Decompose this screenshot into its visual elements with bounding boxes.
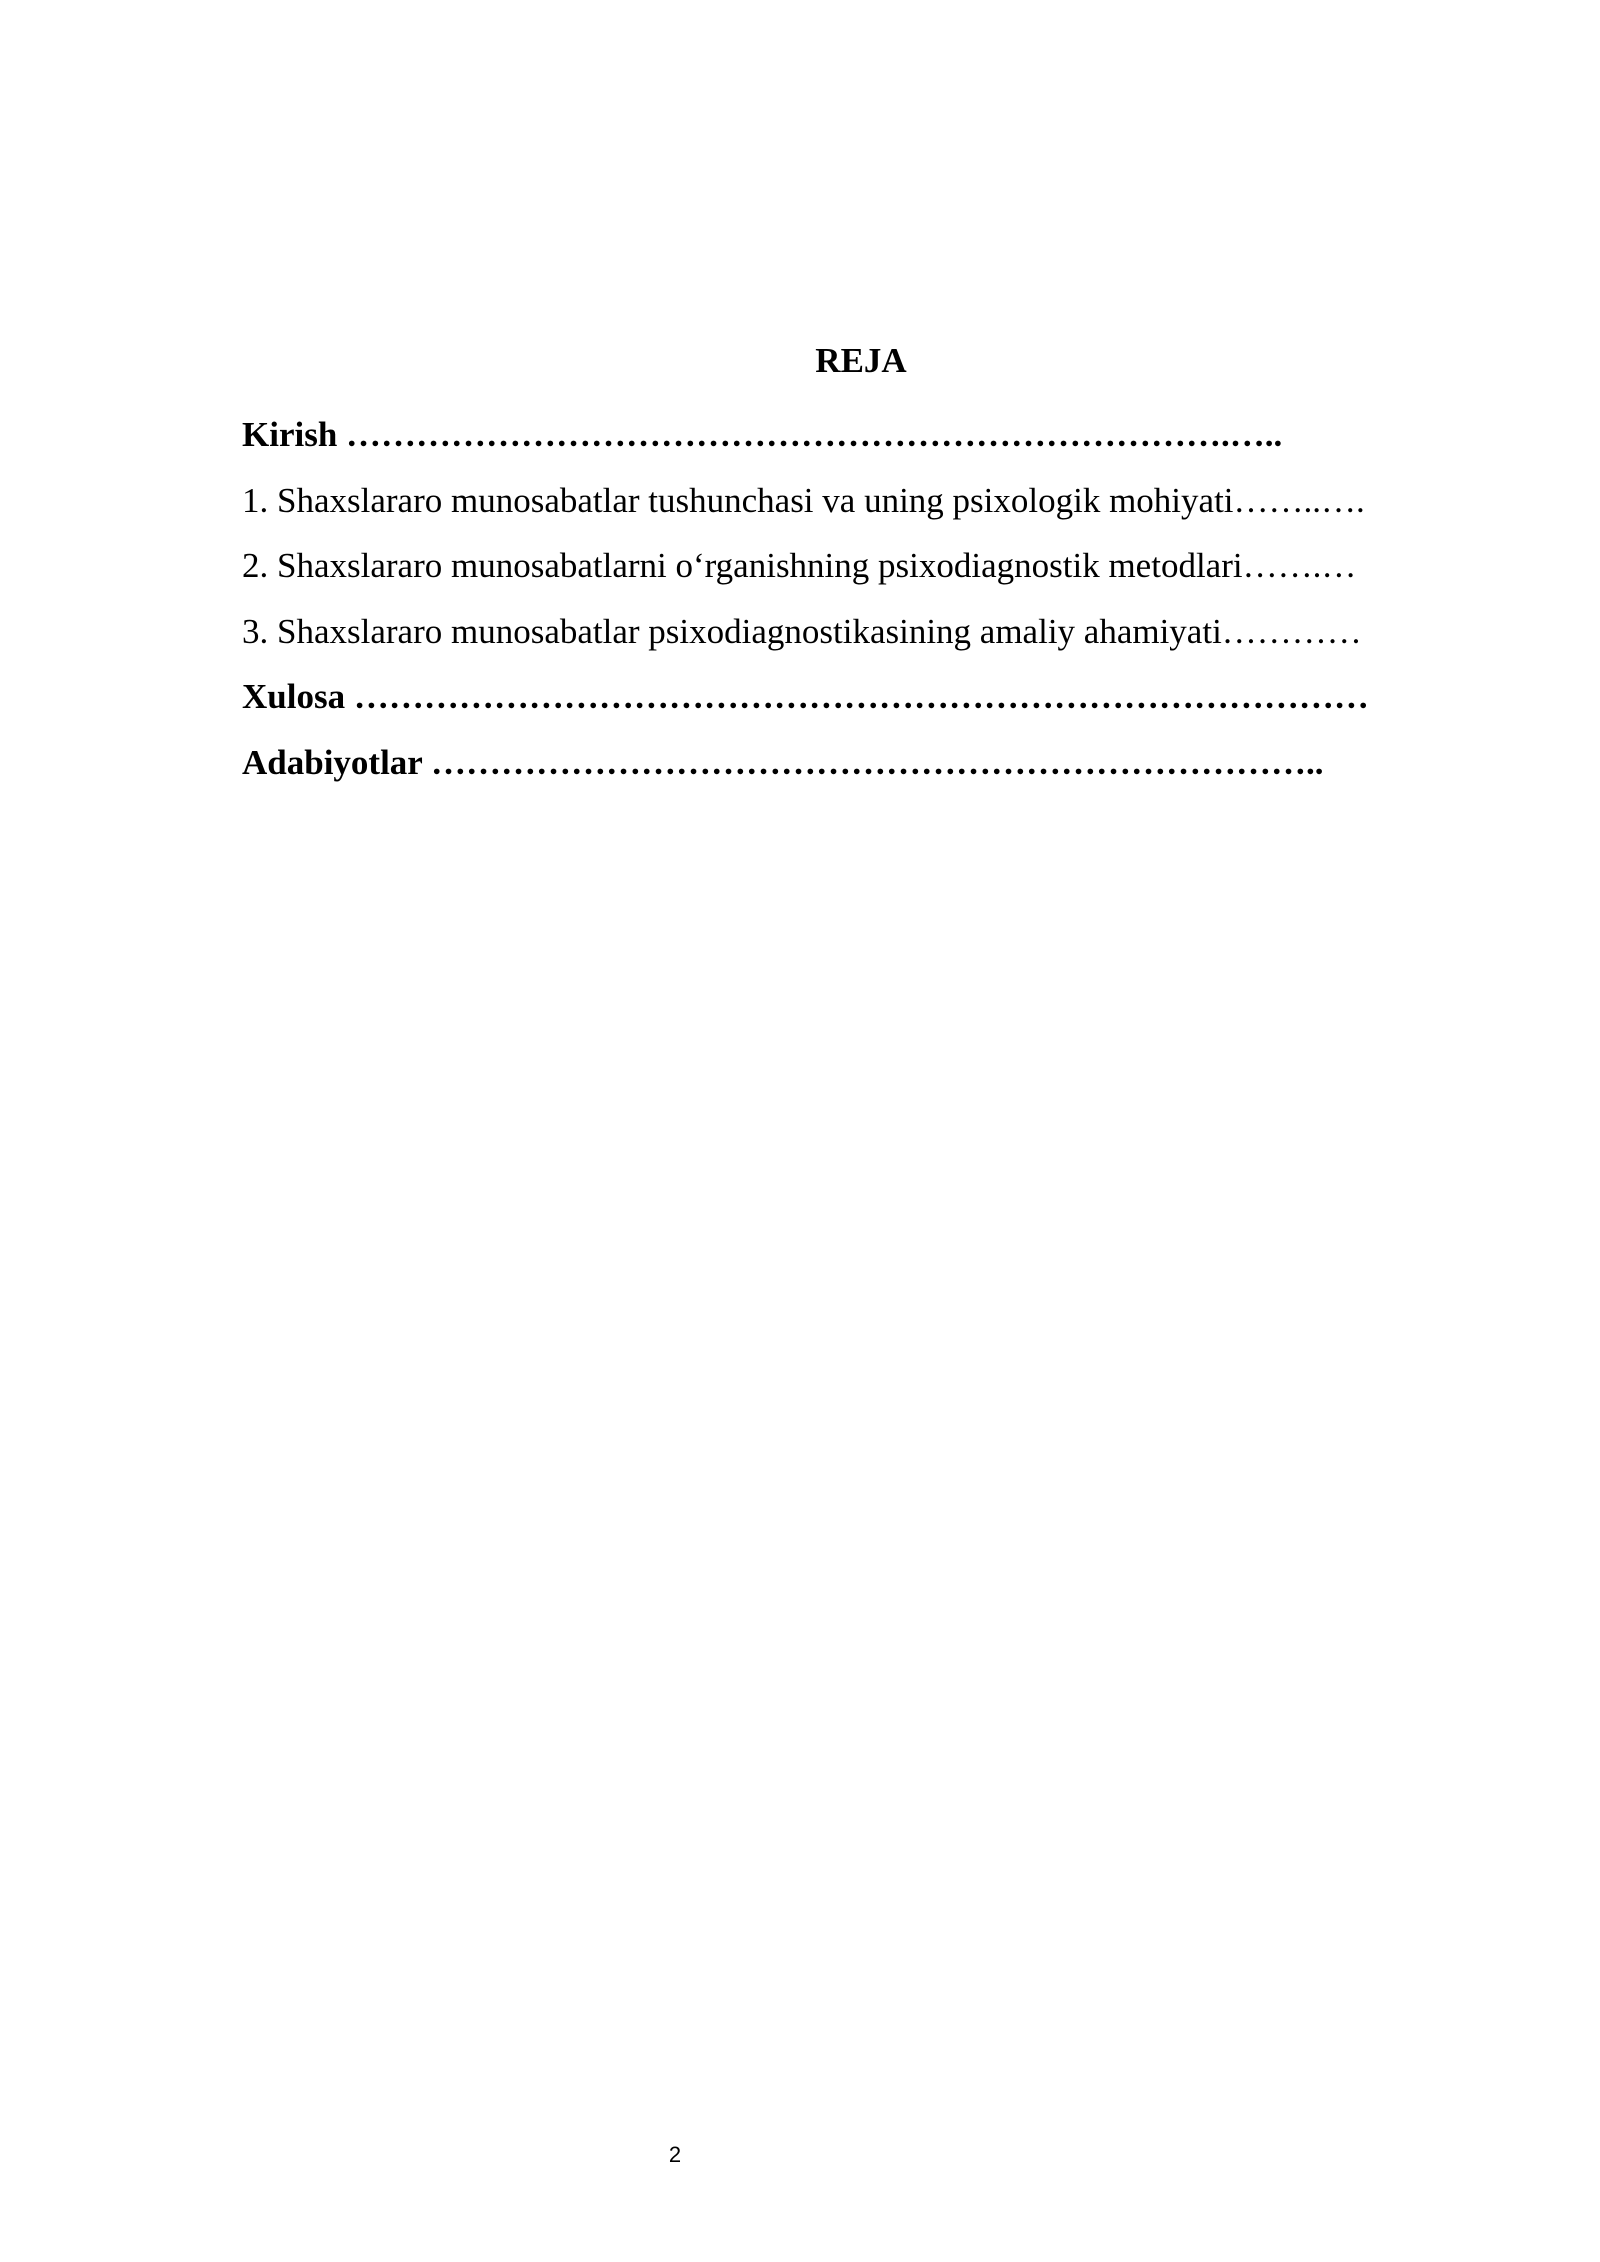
table-of-contents bbox=[242, 402, 1462, 795]
toc-entry-conclusion: Xulosa …………………………………………………………………………… bbox=[242, 677, 1369, 716]
toc-entry-chapter-1: 1. Shaxslararo munosabatlar tushunchasi va uning psixologik mohiyati……..…. bbox=[242, 480, 1365, 520]
toc-entry-chapter-3: 3. Shaxslararo munosabatlar psixodiagnostikasining amaliy ahamiyati………… bbox=[242, 611, 1362, 651]
toc-entry-introduction: Kirish ………………………………………………………………….….. bbox=[242, 415, 1283, 454]
page-title: REJA bbox=[815, 341, 907, 380]
toc-entry-chapter-2: 2. Shaxslararo munosabatlarni o‘rganishning psixodiagnostik metodlari…….… bbox=[242, 546, 1357, 585]
toc-entry-references: Adabiyotlar ………………………………………………………………….. bbox=[242, 742, 1324, 782]
page-number: 2 bbox=[668, 2142, 682, 2167]
